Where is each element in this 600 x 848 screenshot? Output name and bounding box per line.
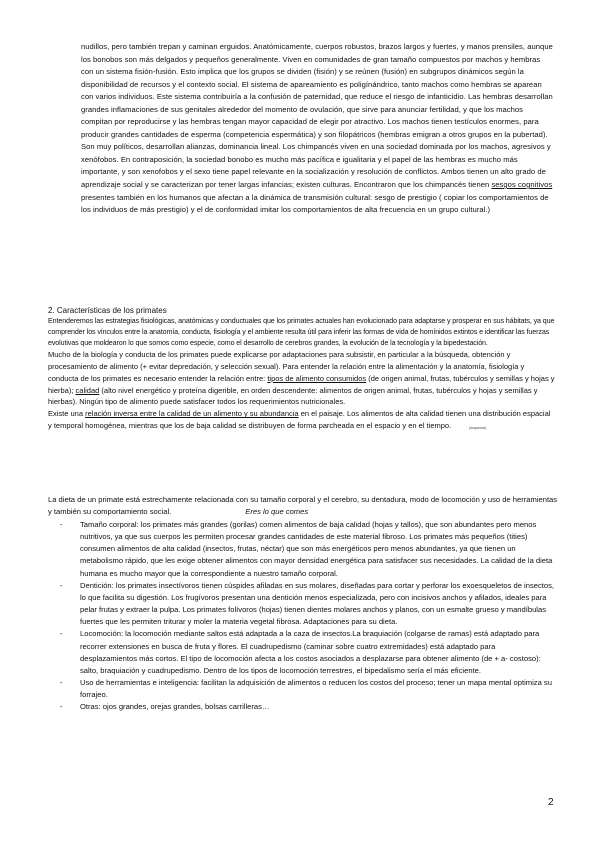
page-number: 2	[548, 797, 554, 808]
food-relation-paragraph: Mucho de la biología y conducta de los primates puede explicarse por adaptaciones para subsistir, en particular a la búsqueda, obtención y procesamiento de alimento (+ evitar depredación, y selección sexual). Para entender la relación entre la alimentación y la anatomía, fisiología y conducta de los primates es necesario entender la relación entre: tipos de alimento consumidos (de origen animal, frutas, tubérculos y semillas y hojas y hierba); calidad (alto nivel energético y proteína digerible, en orden descendente: alimentos de origen animal, frutas, tubérculos y hojas y semillas y hierbas). Ningún tipo de alimento puede satisfacer todos los requerimientos nutricionales.	[48, 350, 555, 407]
list-item: - Dentición: los primates insectívoros tienen cúspides afiladas en sus molares, diseñadas para cortar y perforar los exoesqueletos de insectos, lo que facilita su digestión. Los frugívoros presentan una dentición menos especializada, pero con incisivos anchos y afilados, ideales para pelar frutas y extraer la pulpa. Los primates folívoros (hojas) tienen dientes molares anchos y planos, con un esmalte grueso y mandíbulas fuertes que les permiten triturar y moler la materia vegetal fibrosa. Adaptaciones para su dieta.	[60, 580, 555, 627]
list-item: - Uso de herramientas e inteligencia: facilitan la adquisición de alimentos o reducen los costos del proceso; tener un mapa mental optimiza su forrajeo.	[60, 678, 552, 700]
list-item: - Locomoción: la locomoción mediante saltos está adaptada a la caza de insectos.La braquiación (colgarse de ramas) está adaptado para recorrer extensiones en busca de fruta y flores. El cuadrupedismo (caminar sobre cuatro extremidades) está adaptado para desplazamientos más cortos. El tipo de locomoción afecta a los costos asociados a desplazarse para obtener alimento (de + a- costoso): salto, braquiación y cuadrupedismo. Dentro de los tipos de locomoción terrestres, el bipedalismo sería el más eficiente.	[60, 629, 541, 675]
section-heading: 2. Características de los primates	[48, 306, 167, 315]
diet-motto: Eres lo que comes	[245, 507, 309, 517]
inverse-relation-term: relación inversa entre la calidad de un alimento y su abundancia	[85, 409, 299, 419]
chimpanzee-bonobo-paragraph: nudillos, pero también trepan y caminan erguidos. Anatómicamente, cuerpos robustos, brazos largos y fuertes, y manos prensiles, aunque los bonobos son más delgados y pequeños generalmente. Viven en comunidades de gran tamaño compuestos por machos y hembras con un sistema fisión-fusión. Esto implica que los grupos se dividen (fisión) y se reúnen (fusión) en subgrupos dinámicos según la disponibilidad de recursos y el contexto social. El sistema de apareamiento es poligínándrico, tanto machos como hembras se aparean con varios individuos. Este sistema contribuiría a la confusión de paternidad, que reduce el riesgo de infanticidio. Las hembras desarrollan grandes inflamaciones de sus genitales alrededor del momento de ovulación, que sirve para anunciar fertilidad, y que los machos compitan por reproducirse y las hembras tengan mayor capacidad de elegir por atractivo. Los machos tienen testículos enormes, para producir grandes cantidades de esperma (competencia espermática) y son filopátricos (hembras emigran a otros grupos en la pubertad). Son muy políticos, desarrollan alianzas, dominancia lineal. Los chimpancés viven en una sociedad dominada por los machos, agresivos y xenófobos. En contraposición, la sociedad bonobo es mucho más pacífica e igualitaria y el papel de las hembras es mucho más importante, y son xenofobos y el sexo tiene papel relevante en la socialización y resolución de conflictos. Ambos tienen un alto grado de aprendizaje social y se caracterizan por tener largas infancias; existen culturas. Encontraron que los chimpancés tienen sesgos cognitivos presentes también en los humanos que afectan a la dinámica de transmisión cultural: sesgo de prestigio ( copiar los comportamientos de los individuos de más prestigio) y el de conformidad imitar los comportamientos de alta frecuencia en un grupo cultural.)	[81, 42, 553, 215]
food-types-term: tipos de alimento consumidos	[267, 373, 367, 383]
scheme-note: (esquema)	[469, 425, 486, 430]
cognitive-biases-term: sesgos cognitivos	[491, 180, 553, 190]
list-item: - Tamaño corporal: los primates más grandes (gorilas) comen alimentos de baja calidad (hojas y tallos), que son abundantes pero menos nutritivos, ya que sus cuerpos les permiten procesar grandes cantidades de este material fibroso. Los primates más pequeños (tities) consumen alimentos de alta calidad (insectos, frutas, néctar) que son más energéticos pero menos abundantes, ya que tienen un metabolismo rápido, que les exige obtener alimentos con mayor densidad energética para satisfacer sus necesidades. La calidad de la dieta humana es mucho mayor que la correspondiente a nuestro tamaño corporal.	[60, 520, 553, 578]
diet-paragraph: La dieta de un primate está estrechamente relacionada con su tamaño corporal y el cerebro, su dentadura, modo de locomoción y uso de herramientas y también su comportamiento social. Eres lo que comes	[48, 495, 558, 517]
diet-factors-list	[60, 519, 554, 714]
quality-term: calidad	[75, 385, 100, 395]
list-item: - Otras: ojos grandes, orejas grandes, bolsas carrilleras…	[60, 702, 270, 712]
inverse-relation-paragraph: Existe una relación inversa entre la calidad de un alimento y su abundancia en el paisaje. Los alimentos de alta calidad tienen una distribución espacial y temporal homogénea, mientras que los de baja calidad se distribuyen de forma parcheada en el espacio y en el tiempo. (esquema)	[48, 409, 551, 430]
section-2	[48, 305, 556, 435]
intro-paragraph: Entenderemos las estrategias fisiológicas, anatómicas y conductuales que los primates actuales han evolucionado para adaptarse y prosperar en sus hábitats, ya que comprender los vínculos entre la anatomía, conducta, fisiología y el ambiente resulta útil para inferir las formas de vida de homínidos extintos e identificar las fuerzas evolutivas que moldearon lo que somos como especie, como el desarrollo de cerebros grandes, la evolución de la tecnología y la bipedestación.	[48, 317, 555, 348]
